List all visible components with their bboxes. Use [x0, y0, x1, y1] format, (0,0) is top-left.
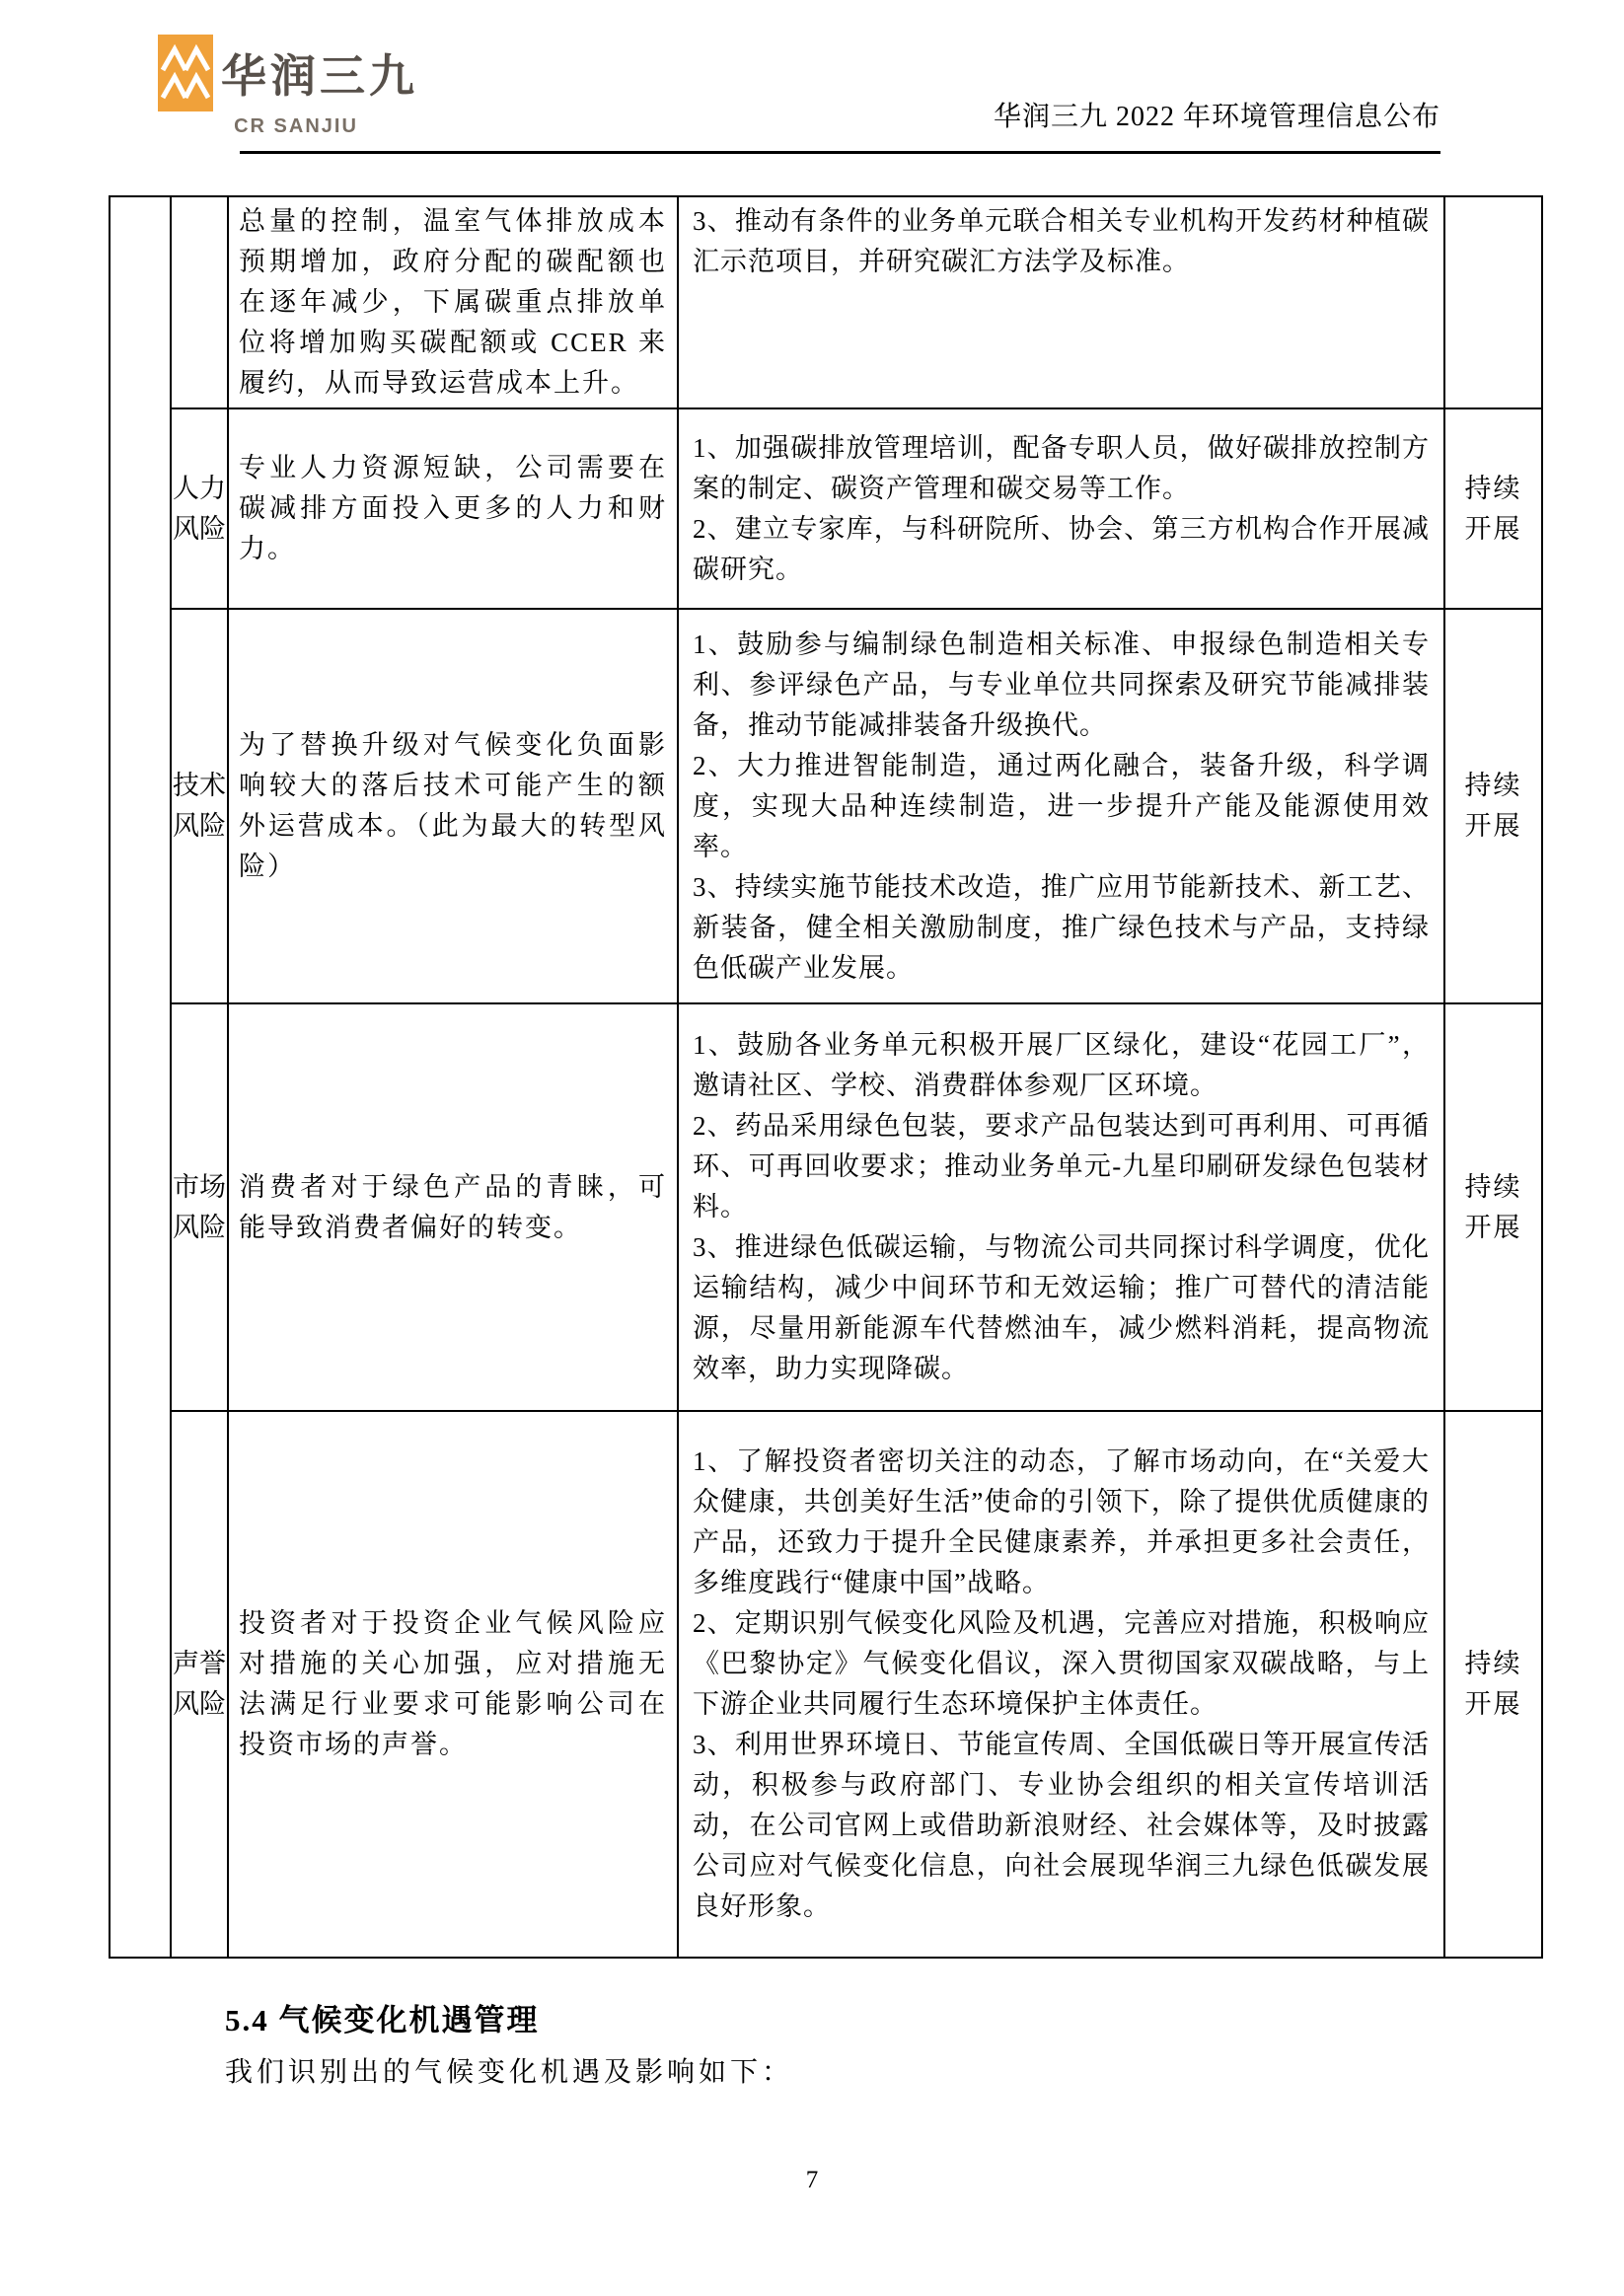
measure-item: 1、鼓励参与编制绿色制造相关标准、申报绿色制造相关专利、参评绿色产品，与专业单位共同探索及研究节能减排装备，推动节能减排装备升级换代。	[693, 629, 1430, 740]
climate-risk-table	[109, 195, 1543, 1959]
status-cell: 持续开展	[1444, 1411, 1542, 1958]
measure-item: 2、大力推进智能制造，通过两化融合，装备升级，科学调度，实现大品种连续制造，进一步提升产能及能源使用效率。	[693, 750, 1430, 861]
risk-description-cell: 为了替换升级对气候变化负面影响较大的落后技术可能产生的额外运营成本。（此为最大的转型风险）	[228, 609, 678, 1003]
risk-description-cell: 投资者对于投资企业气候风险应对措施的关心加强，应对措施无法满足行业要求可能影响公司在投资市场的声誉。	[228, 1411, 678, 1958]
risk-name-cell: 技术风险	[171, 609, 228, 1003]
risk-name-cell	[171, 196, 228, 408]
measure-item: 1、了解投资者密切关注的动态，了解市场动向，在“关爱大众健康，共创美好生活”使命的引领下，除了提供优质健康的产品，还致力于提升全民健康素养，并承担更多社会责任，多维度践行“健康中国”战略。	[693, 1446, 1430, 1597]
section-heading: 5.4 气候变化机遇管理	[225, 2003, 540, 2037]
table-row	[110, 1411, 1542, 1958]
risk-measures-cell	[678, 196, 1444, 408]
measure-item: 3、推动有条件的业务单元联合相关专业机构开发药材种植碳汇示范项目，并研究碳汇方法学及标准。	[693, 206, 1430, 276]
risk-name-cell: 市场风险	[171, 1003, 228, 1411]
risk-measures-cell	[678, 1003, 1444, 1411]
risk-description-cell: 总量的控制，温室气体排放成本预期增加，政府分配的碳配额也在逐年减少，下属碳重点排放单位将增加购买碳配额或 CCER 来履约，从而导致运营成本上升。	[228, 196, 678, 408]
header-divider	[240, 151, 1440, 154]
risk-measures-cell	[678, 609, 1444, 1003]
risk-description-cell: 专业人力资源短缺，公司需要在碳减排方面投入更多的人力和财力。	[228, 408, 678, 609]
status-cell: 持续开展	[1444, 408, 1542, 609]
risk-name-cell: 声誉风险	[171, 1411, 228, 1958]
measure-item: 2、建立专家库，与科研院所、协会、第三方机构合作开展减碳研究。	[693, 513, 1430, 584]
status-cell	[1444, 196, 1542, 408]
brand-name-english: CR SANJIU	[234, 115, 358, 137]
measure-item: 2、药品采用绿色包装，要求产品包装达到可再利用、可再循环、可再回收要求；推动业务单元-九星印刷研发绿色包装材料。	[693, 1111, 1430, 1222]
risk-category-cell	[110, 196, 171, 1958]
table-row	[110, 196, 1542, 408]
cr-mountain-icon	[158, 35, 213, 111]
table-row	[110, 1003, 1542, 1411]
status-cell: 持续开展	[1444, 609, 1542, 1003]
page-number: 7	[805, 2167, 819, 2193]
measure-item: 3、持续实施节能技术改造，推广应用节能新技术、新工艺、新装备，健全相关激励制度，推广绿色技术与产品，支持绿色低碳产业发展。	[693, 871, 1430, 983]
risk-measures-cell	[678, 408, 1444, 609]
measure-item: 1、加强碳排放管理培训，配备专职人员，做好碳排放控制方案的制定、碳资产管理和碳交易等工作。	[693, 432, 1430, 503]
status-cell: 持续开展	[1444, 1003, 1542, 1411]
measure-item: 3、利用世界环境日、节能宣传周、全国低碳日等开展宣传活动，积极参与政府部门、专业协会组织的相关宣传培训活动，在公司官网上或借助新浪财经、社会媒体等，及时披露公司应对气候变化信息，向社会展现华润三九绿色低碳发展良好形象。	[693, 1730, 1430, 1921]
section-intro-text: 我们识别出的气候变化机遇及影响如下：	[225, 2057, 794, 2088]
measure-item: 1、鼓励各业务单元积极开展厂区绿化，建设“花园工厂”， 邀请社区、学校、消费群体参观厂区环境。	[693, 1030, 1430, 1100]
document-header-title: 华润三九 2022 年环境管理信息公布	[993, 102, 1440, 132]
risk-name-cell: 人力风险	[171, 408, 228, 609]
table-row	[110, 408, 1542, 609]
table-row	[110, 609, 1542, 1003]
brand-name-chinese: 华润三九	[221, 51, 418, 102]
measure-item: 2、定期识别气候变化风险及机遇，完善应对措施，积极响应《巴黎协定》气候变化倡议，深入贯彻国家双碳战略，与上下游企业共同履行生态环境保护主体责任。	[693, 1608, 1430, 1719]
measure-item: 3、推进绿色低碳运输，与物流公司共同探讨科学调度，优化运输结构，减少中间环节和无效运输；推广可替代的清洁能源，尽量用新能源车代替燃油车，减少燃料消耗，提高物流效率，助力实现降碳。	[693, 1232, 1430, 1383]
risk-description-cell: 消费者对于绿色产品的青睐，可能导致消费者偏好的转变。	[228, 1003, 678, 1411]
risk-measures-cell	[678, 1411, 1444, 1958]
